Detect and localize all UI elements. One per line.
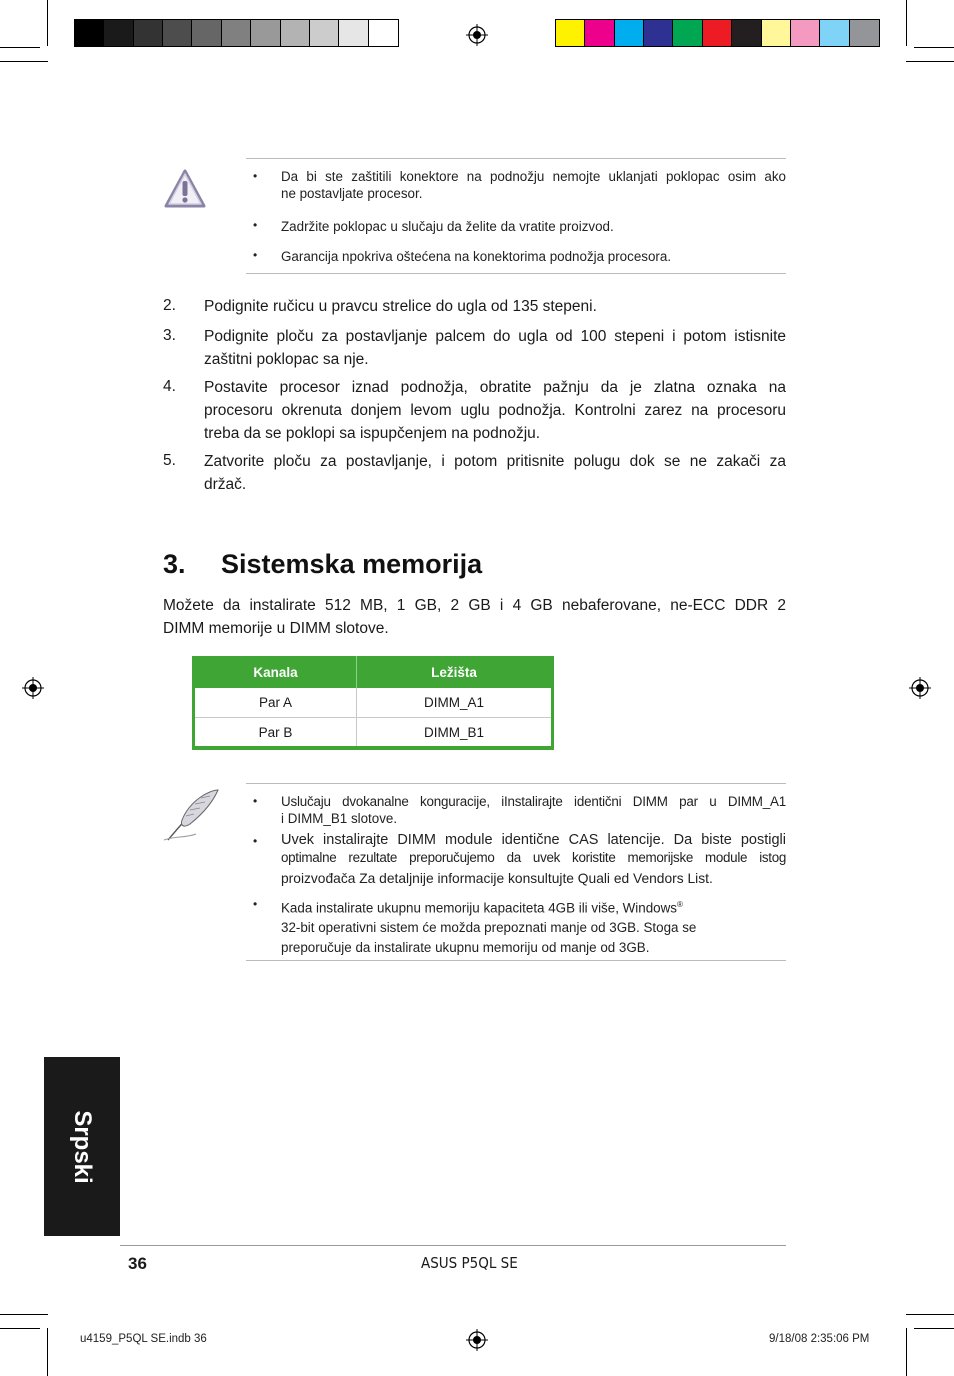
gray-swatch bbox=[163, 20, 192, 46]
note-line: preporučuje da instalirate ukupnu memoriju od manje od 3GB. bbox=[281, 940, 650, 956]
color-swatch bbox=[673, 20, 702, 46]
registered-mark: ® bbox=[676, 900, 683, 909]
table-header-row bbox=[195, 656, 551, 688]
caution-warning-icon bbox=[162, 166, 208, 212]
table-row bbox=[195, 688, 551, 717]
table-row bbox=[195, 717, 551, 746]
note-line: 32-bit operativni sistem će možda prepoznati manje od 3GB. Stoga se bbox=[281, 920, 697, 936]
step-number: 3. bbox=[163, 327, 176, 344]
bullet: • bbox=[253, 248, 258, 262]
footer-rule bbox=[120, 1245, 786, 1246]
color-swatch bbox=[585, 20, 614, 46]
color-swatch bbox=[556, 20, 585, 46]
side-tab-label: Srpski bbox=[69, 1109, 96, 1184]
section-title: Sistemska memorija bbox=[221, 549, 483, 579]
note-top-rule bbox=[246, 783, 786, 784]
color-swatch bbox=[615, 20, 644, 46]
crop-mark bbox=[47, 1328, 48, 1376]
step-line: držač. bbox=[204, 476, 247, 493]
gray-swatch bbox=[251, 20, 280, 46]
feather-quill-note-icon bbox=[160, 786, 222, 844]
crop-mark bbox=[0, 47, 40, 48]
language-side-tab bbox=[44, 1057, 120, 1236]
bullet: • bbox=[253, 897, 258, 911]
gray-swatch bbox=[192, 20, 221, 46]
color-swatch bbox=[732, 20, 761, 46]
bullet: • bbox=[253, 169, 258, 183]
step-line: treba da se poklopi sa ispupčenjem na podnožju. bbox=[204, 425, 541, 442]
step-number: 2. bbox=[163, 297, 176, 314]
color-swatch bbox=[791, 20, 820, 46]
step-number: 5. bbox=[163, 452, 176, 469]
gray-swatch bbox=[134, 20, 163, 46]
crop-mark bbox=[47, 0, 48, 46]
page-number: 36 bbox=[128, 1254, 147, 1273]
step-number: 4. bbox=[163, 378, 176, 395]
gray-swatch bbox=[104, 20, 133, 46]
step-line: Podignite ručicu u pravcu strelice do ugla od 135 stepeni. bbox=[204, 298, 597, 315]
caution-item-line: ne postavljate procesor. bbox=[281, 186, 423, 201]
crop-mark bbox=[906, 0, 907, 46]
step-line: Zatvorite ploču za postavljanje, i potom pritisnite polugu dok se ne zakači za bbox=[204, 453, 786, 470]
gray-swatch bbox=[339, 20, 368, 46]
crop-mark bbox=[0, 1314, 48, 1315]
bullet: • bbox=[253, 794, 258, 808]
note-line: Kada instalirate ukupnu memoriju kapaciteta 4GB ili više, Windows bbox=[281, 900, 677, 916]
note-bottom-rule bbox=[246, 960, 786, 961]
intro-line: DIMM memorije u DIMM slotove. bbox=[163, 620, 389, 637]
color-swatch bbox=[820, 20, 849, 46]
gray-swatch bbox=[369, 20, 398, 46]
table-cell: Par A bbox=[195, 688, 357, 717]
memory-slot-table bbox=[192, 656, 554, 750]
step-text bbox=[204, 376, 786, 445]
grayscale-color-bar bbox=[74, 19, 399, 47]
caution-top-rule bbox=[246, 158, 786, 159]
gray-swatch bbox=[281, 20, 310, 46]
gray-swatch bbox=[222, 20, 251, 46]
note-line: i DIMM_B1 slotove. bbox=[281, 811, 398, 826]
registration-mark-icon bbox=[466, 1329, 488, 1351]
crop-mark bbox=[0, 1328, 40, 1329]
intro-line: Možete da instalirate 512 MB, 1 GB, 2 GB i 4 GB nebaferovane, ne-ECC DDR 2 bbox=[163, 597, 786, 614]
table-header-cell: Kanala bbox=[195, 656, 357, 688]
product-name: ASUS P5QL SE bbox=[421, 1254, 518, 1272]
process-color-bar bbox=[555, 19, 880, 47]
caution-item: Zadržite poklopac u slučaju da želite da vratite proizvod. bbox=[281, 219, 614, 234]
step-text bbox=[204, 325, 786, 371]
crop-mark bbox=[906, 1328, 907, 1376]
registration-mark-icon bbox=[22, 677, 44, 699]
bullet: • bbox=[253, 834, 258, 848]
color-swatch bbox=[703, 20, 732, 46]
note-line: optimalne rezultate preporučujemo da uvek koristite memorijske module istog bbox=[281, 850, 786, 865]
color-swatch bbox=[762, 20, 791, 46]
note-item bbox=[281, 793, 786, 827]
table-cell: DIMM_A1 bbox=[423, 695, 484, 710]
gray-swatch bbox=[310, 20, 339, 46]
caution-item-line: Da bi ste zaštitili konektore na podnožju nemojte uklanjati poklopac osim ako bbox=[281, 169, 786, 184]
registration-mark-icon bbox=[466, 24, 488, 46]
note-line: proizvođača Za detaljnije informacije konsultujte Quali ed Vendors List. bbox=[281, 871, 713, 886]
step-text bbox=[204, 295, 786, 318]
caution-item bbox=[281, 168, 786, 202]
step-text bbox=[204, 450, 786, 496]
color-swatch bbox=[850, 20, 879, 46]
section-number: 3. bbox=[163, 549, 186, 579]
step-line: zaštitni poklopac sa nje. bbox=[204, 351, 369, 368]
note-line: Uslučaju dvokanalne konguracije, iInstalirajte identični DIMM par u DIMM_A1 bbox=[281, 794, 786, 809]
caution-bottom-rule bbox=[246, 273, 786, 274]
color-swatch bbox=[644, 20, 673, 46]
gray-swatch bbox=[75, 20, 104, 46]
registration-mark-icon bbox=[909, 677, 931, 699]
step-line: procesoru okrenuta donjem levom uglu podnožja. Kontrolni zarez na procesoru bbox=[204, 402, 786, 419]
crop-mark bbox=[914, 47, 954, 48]
slug-date: 9/18/08 2:35:06 PM bbox=[769, 1333, 870, 1345]
table-cell: DIMM_B1 bbox=[423, 724, 484, 740]
intro-paragraph bbox=[163, 594, 786, 640]
table-header-cell: Ležišta bbox=[431, 664, 477, 680]
step-line: Podignite ploču za postavljanje palcem do ugla od 100 stepeni i potom istisnite bbox=[204, 328, 786, 345]
bullet: • bbox=[253, 218, 258, 232]
note-item bbox=[281, 895, 786, 958]
crop-mark bbox=[914, 1328, 954, 1329]
crop-mark bbox=[906, 61, 954, 62]
crop-mark bbox=[906, 1314, 954, 1315]
crop-mark bbox=[0, 61, 48, 62]
step-line: Postavite procesor iznad podnožja, obratite pažnju da je zlatna oznaka na bbox=[204, 379, 786, 396]
caution-item: Garancija npokriva oštećena na konektorima podnožja procesora. bbox=[281, 249, 672, 264]
note-item bbox=[281, 832, 786, 887]
slug-filename: u4159_P5QL SE.indb 36 bbox=[80, 1333, 207, 1345]
table-cell: Par B bbox=[195, 718, 357, 746]
note-line: Uvek instalirajte DIMM module identične CAS latencije. Da biste postigli bbox=[281, 832, 786, 848]
